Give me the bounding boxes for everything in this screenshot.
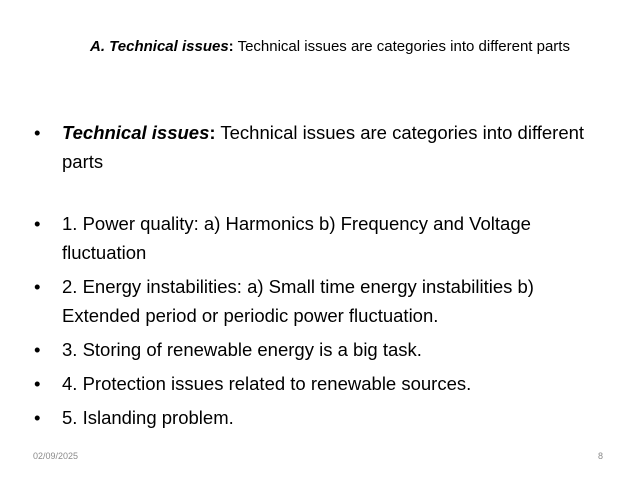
bullet-item	[34, 118, 614, 176]
bullet-dot: •	[34, 407, 41, 428]
bullet-text: 5. Islanding problem.	[62, 407, 234, 428]
bullet-item	[34, 403, 614, 432]
bullet-dot: •	[34, 373, 41, 394]
bullet-lead: Technical issues	[62, 122, 210, 143]
footer-page-number: 8	[597, 451, 603, 461]
bullet-text: 2. Energy instabilities: a) Small time energy instabilities b) Extended period or periodic power fluctuation.	[62, 276, 534, 326]
bullet-item	[34, 335, 614, 364]
title-lead: A. Technical issues	[90, 38, 229, 55]
footer-date: 02/09/2025	[33, 451, 79, 461]
bullet-dot: •	[34, 339, 41, 360]
bullet-dot: •	[34, 276, 41, 297]
bullet-text: 4. Protection issues related to renewable sources.	[62, 373, 472, 394]
bullet-text: Technical issues are categories into different parts	[62, 122, 585, 172]
slide-title	[60, 36, 600, 58]
title-colon: :	[228, 38, 234, 55]
bullet-dot: •	[34, 122, 41, 143]
bullet-item	[34, 369, 614, 398]
bullet-colon: :	[209, 122, 216, 143]
bullet-text: 3. Storing of renewable energy is a big task.	[62, 339, 422, 360]
title-rest: Technical issues are categories into different parts	[233, 38, 570, 55]
bullet-list	[34, 118, 614, 432]
bullet-item	[34, 272, 614, 330]
bullet-dot: •	[34, 213, 41, 234]
bullet-item	[34, 209, 614, 267]
bullet-text: 1. Power quality: a) Harmonics b) Frequency and Voltage fluctuation	[62, 213, 531, 263]
